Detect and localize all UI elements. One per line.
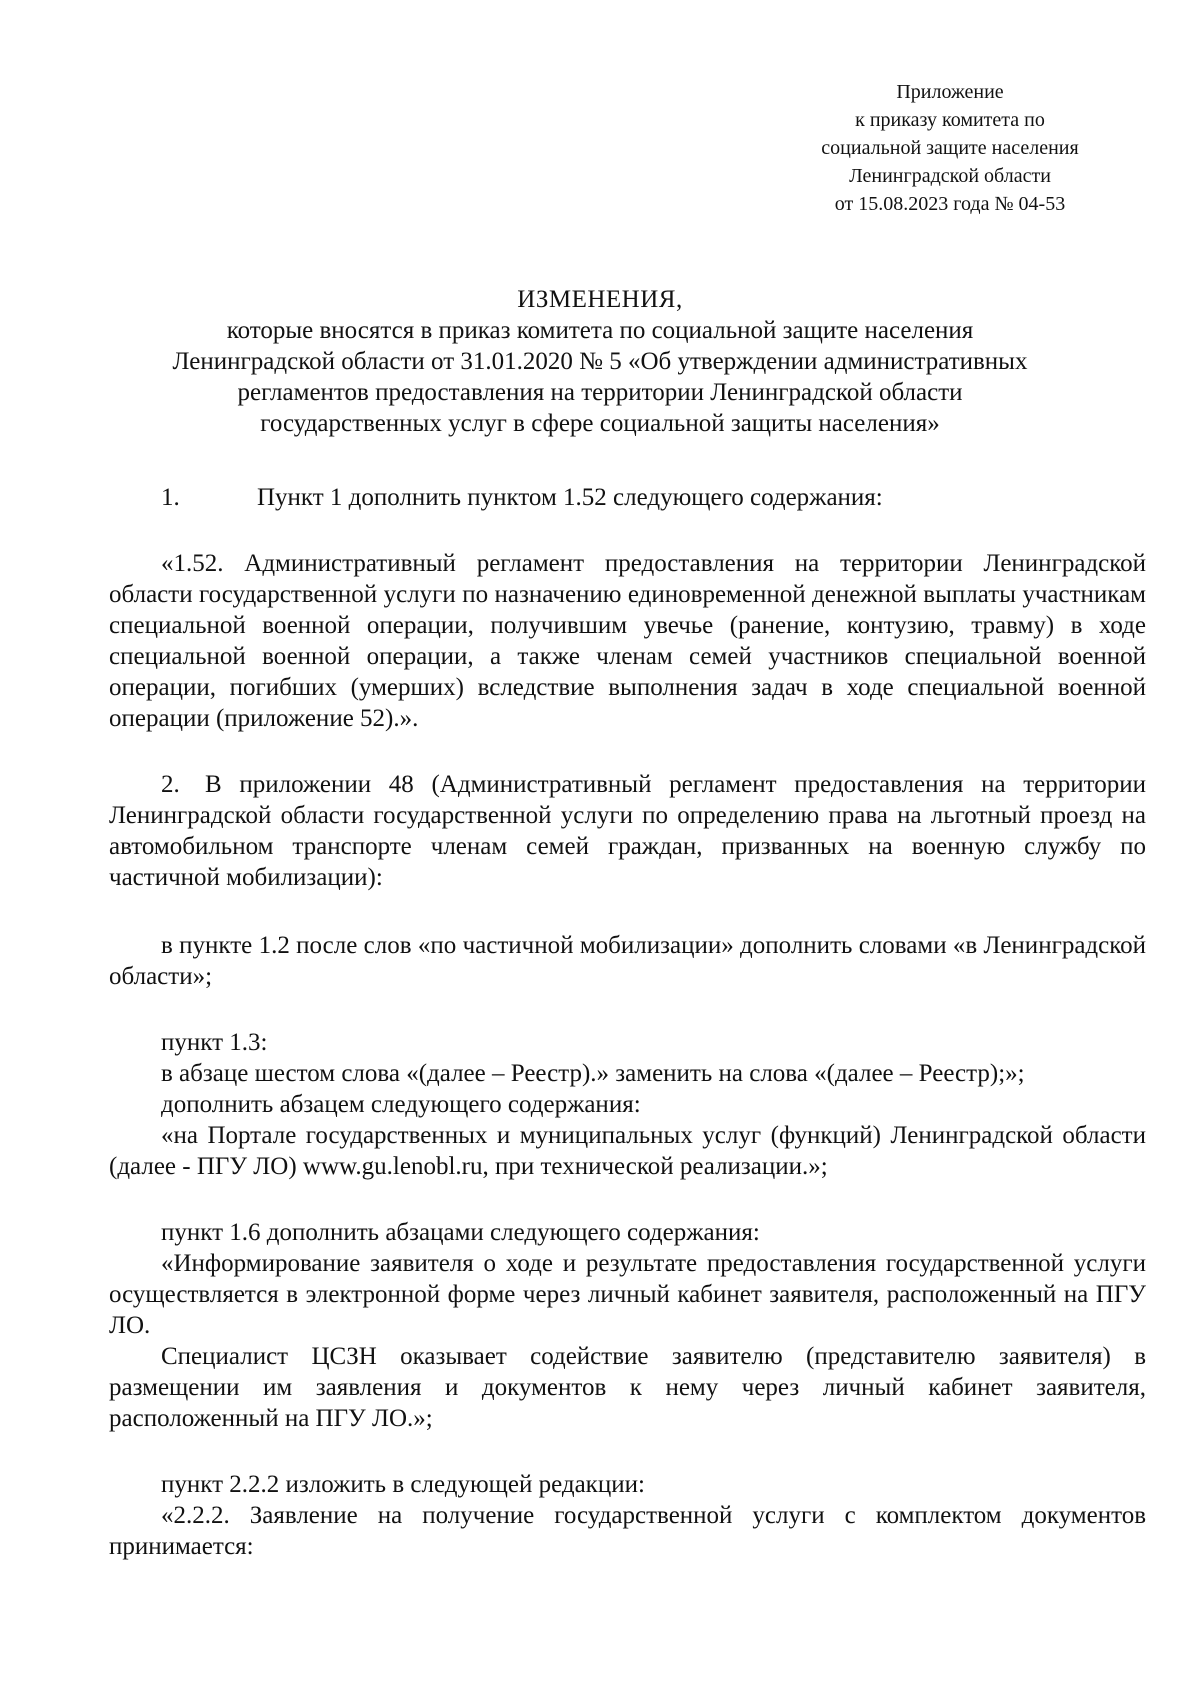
title-line: которые вносятся в приказ комитета по социальной защите населения bbox=[226, 317, 974, 344]
paragraph-2-2-2-a: «2.2.2. Заявление на получение государственной услуги с комплектом документов принимается: bbox=[109, 1502, 1146, 1560]
appendix-header bbox=[800, 78, 1100, 218]
document-body bbox=[109, 482, 1146, 1562]
appendix-line: Приложение bbox=[896, 81, 1004, 103]
paragraph-1-6-b: Специалист ЦСЗН оказывает содействие заявителю (представителю заявителя) в размещении им заявления и документов к нему через личный кабинет заявителя, расположенный на ПГУ ЛО.»; bbox=[109, 1343, 1146, 1432]
item-2 bbox=[109, 769, 1146, 893]
item-number: 2. bbox=[161, 771, 180, 798]
title-heading: ИЗМЕНЕНИЯ, bbox=[517, 286, 683, 313]
paragraph-1-3-c: «на Портале государственных и муниципальных услуг (функций) Ленинградской области (далее - ПГУ ЛО) www.gu.lenobl.ru, при технической реализации.»; bbox=[109, 1122, 1146, 1180]
appendix-line: Ленинградской области bbox=[849, 165, 1051, 187]
item-text: В приложении 48 (Административный регламент предоставления на территории Ленинградской области государственной услуги по определению права на льготный проезд на автомобильном транспорте членам семей граждан, призванных на военную службу по частичной мобилизации): bbox=[109, 771, 1146, 891]
item-1 bbox=[109, 482, 1146, 513]
title-line: регламентов предоставления на территории Ленинградской области bbox=[237, 379, 963, 406]
item-text: Пункт 1 дополнить пунктом 1.52 следующего содержания: bbox=[257, 484, 883, 511]
appendix-line: от 15.08.2023 года № 04-53 bbox=[834, 193, 1066, 215]
document-title bbox=[100, 284, 1100, 439]
paragraph-2-2-2-head: пункт 2.2.2 изложить в следующей редакции: bbox=[161, 1471, 645, 1498]
paragraph-1-2: в пункте 1.2 после слов «по частичной мобилизации» дополнить словами «в Ленинградской области»; bbox=[109, 932, 1146, 990]
appendix-line: социальной защите населения bbox=[821, 137, 1079, 159]
title-line: государственных услуг в сфере социальной защиты населения» bbox=[260, 410, 940, 437]
paragraph-1-3-a: в абзаце шестом слова «(далее – Реестр).» заменить на слова «(далее – Реестр);»; bbox=[161, 1060, 1025, 1087]
item-1-quote: «1.52. Административный регламент предоставления на территории Ленинградской области государственной услуги по назначению единовременной денежной выплаты участникам специальной военной операции, получившим увечье (ранение, контузию, травму) в ходе специальной военной операции, а также членам семей участников специальной военной операции, погибших (умерших) вследствие выполнения задач в ходе специальной военной операции (приложение 52).». bbox=[109, 550, 1146, 732]
title-line: Ленинградской области от 31.01.2020 № 5 «Об утверждении административных bbox=[172, 348, 1028, 375]
paragraph-1-6-a: «Информирование заявителя о ходе и результате предоставления государственной услуги осуществляется в электронной форме через личный кабинет заявителя, расположенный на ПГУ ЛО. bbox=[109, 1250, 1146, 1339]
appendix-line: к приказу комитета по bbox=[855, 109, 1045, 131]
item-number: 1. bbox=[161, 484, 180, 511]
paragraph-1-3-b: дополнить абзацем следующего содержания: bbox=[161, 1091, 641, 1118]
paragraph-1-6-head: пункт 1.6 дополнить абзацами следующего содержания: bbox=[161, 1219, 760, 1246]
paragraph-1-3-head: пункт 1.3: bbox=[161, 1029, 268, 1056]
